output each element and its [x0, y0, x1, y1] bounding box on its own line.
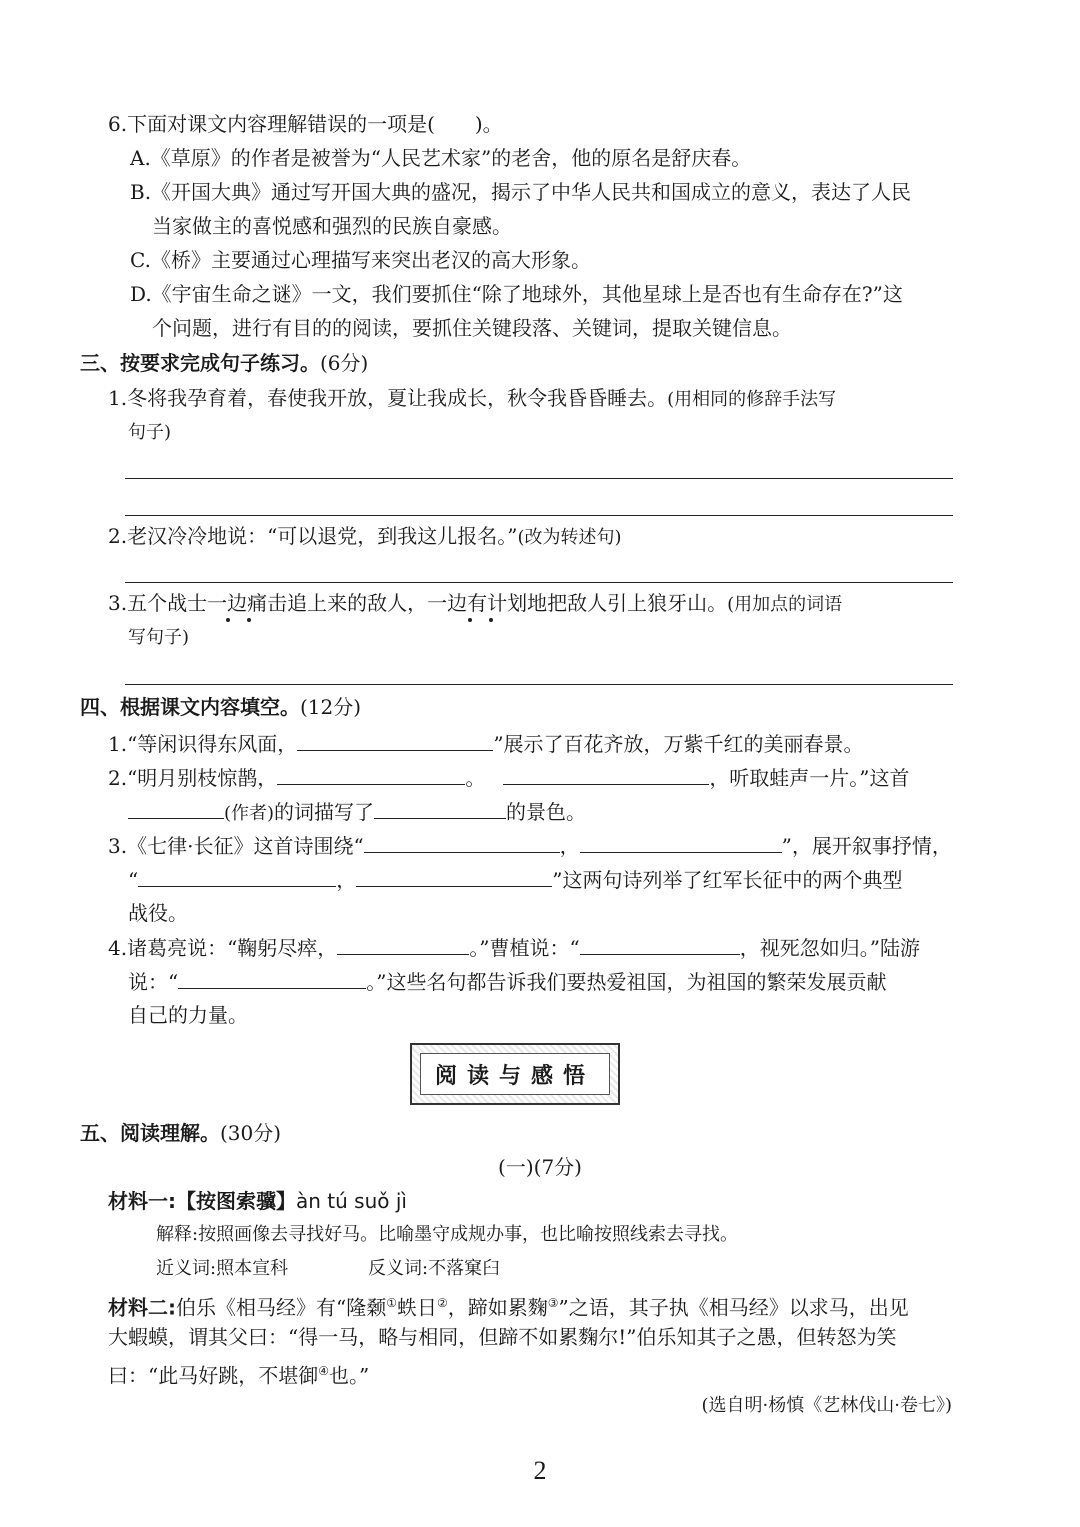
s4-q3-text-b: ，	[559, 834, 580, 858]
s4-q2-blank-1[interactable]	[277, 762, 465, 785]
s4-q1-text-a: 1.“等闲识得东风面，	[108, 732, 298, 756]
s3-q2-sentence: 2.老汉冷冷地说：“可以退党，到我这儿报名。”	[108, 524, 518, 548]
material-2-text: ”之语，其子执《相马经》以求马，出见	[558, 1295, 909, 1320]
s3-q1	[108, 383, 836, 415]
s4-q3-text-d: “	[128, 868, 139, 892]
s4-q2-text-b: 。	[465, 766, 486, 790]
section-5-title: 五、阅读理解。	[80, 1121, 220, 1145]
s4-q3-text-e: ，	[336, 868, 357, 892]
material-2-label: 材料二:	[108, 1295, 176, 1320]
material-2-line3	[108, 1356, 369, 1391]
s4-q3-line1	[108, 830, 952, 861]
s4-q3-text-f: ”这两句诗列举了红军长征中的两个典型	[552, 868, 903, 892]
section-5-score: (30分)	[220, 1121, 282, 1145]
s4-q2-text-f: 的景色。	[506, 800, 587, 824]
material-2-line1	[108, 1288, 909, 1323]
s4-q3-blank-4[interactable]	[356, 864, 552, 887]
section-4-title: 四、根据课文内容填空。	[80, 695, 300, 719]
s3-q1-instruction-end: 句子)	[128, 422, 172, 443]
material-1-antonym: 反义词:不落窠臼	[368, 1258, 501, 1279]
s4-q2-author-hint: (作者)	[224, 803, 275, 824]
s4-q4-line3: 自己的力量。	[128, 1003, 248, 1027]
source-citation: (选自明·杨慎《艺林伐山·卷七》)	[701, 1395, 952, 1416]
q6-stem: 6.下面对课文内容理解错误的一项是( )。	[108, 112, 503, 136]
section-5-heading	[80, 1118, 281, 1148]
s4-q2-line2	[128, 796, 586, 829]
material-1-label: 材料一:	[108, 1189, 176, 1213]
emphasis-dot	[226, 618, 230, 622]
s4-q2-text-c: ，听取蛙声一片。”这首	[709, 766, 910, 790]
material-1-synonym: 近义词:照本宣科	[156, 1258, 289, 1279]
material-2-text: 也。”	[329, 1363, 370, 1388]
page-number: 2	[533, 1456, 547, 1485]
s4-q2-text-e: 的词描写了	[274, 800, 375, 824]
material-2-text: 曰：“此马好跳，不堪御	[108, 1363, 319, 1388]
s3-q3	[108, 588, 842, 620]
s4-q3-blank-1[interactable]	[364, 830, 560, 853]
footnote-marker: ①	[386, 1296, 397, 1310]
emphasis-dot	[468, 618, 472, 622]
s3-q1-answer-line-1[interactable]	[125, 478, 953, 479]
s4-q1	[108, 728, 864, 759]
s4-q4-blank-2[interactable]	[580, 932, 740, 955]
s4-q4-text-e: 。”这些名句都告诉我们要热爱祖国，为祖国的繁荣发展贡献	[366, 970, 887, 994]
material-2-text: 蛈日	[397, 1295, 437, 1320]
section-4-heading	[80, 692, 361, 722]
material-2-text: 伯乐《相马经》有“隆颡	[176, 1295, 387, 1320]
material-1-explanation: 解释:按照画像去寻找好马。比喻墨守成规办事，也比喻按照线索去寻找。	[156, 1224, 739, 1245]
s4-q2-line1	[108, 762, 910, 793]
section-3-heading	[80, 348, 368, 378]
material-2-text: ，蹄如累麴	[447, 1295, 548, 1320]
section-4-score: (12分)	[300, 695, 362, 719]
section-3-title: 三、按要求完成句子练习。	[80, 351, 320, 375]
q6-option-a: A.《草原》的作者是被誉为“人民艺术家”的老舍，他的原名是舒庆春。	[130, 146, 752, 170]
q6-option-c: C.《桥》主要通过心理描写来突出老汉的高大形象。	[130, 248, 591, 272]
emphasis-dot	[489, 618, 493, 622]
s3-q2	[108, 521, 622, 553]
s3-q3-sentence: 3.五个战士一边痛击追上来的敌人，一边有计划地把敌人引上狼牙山。	[108, 591, 728, 615]
s4-q4-blank-3[interactable]	[178, 966, 366, 989]
s4-q3-text-a: 3.《七律·长征》这首诗围绕“	[108, 834, 364, 858]
s4-q3-line3: 战役。	[128, 901, 188, 925]
q6-option-d-line2: 个问题，进行有目的的阅读，要抓住关键段落、关键词，提取关键信息。	[152, 316, 792, 340]
s4-q4-text-a: 4.诸葛亮说：“鞠躬尽瘁，	[108, 936, 338, 960]
s3-q1-answer-line-2[interactable]	[125, 515, 953, 516]
s4-q3-blank-2[interactable]	[580, 830, 782, 853]
s4-q1-blank[interactable]	[297, 728, 493, 751]
material-2-line2: 大蝦蟆，谓其父曰：“得一马，略与相同，但蹄不如累麴尔!”伯乐知其子之愚，但转怒为笑	[108, 1325, 897, 1349]
q6-option-d-line1: D.《宇宙生命之谜》一文，我们要抓住“除了地球外，其他星球上是否也有生命存在?”这	[130, 282, 903, 306]
passage-1-heading: (一)(7分)	[498, 1155, 582, 1179]
s4-q4-line1	[108, 932, 920, 963]
s4-q3-blank-3[interactable]	[138, 864, 336, 887]
s4-q2-blank-author[interactable]	[128, 796, 224, 819]
s4-q4-text-b: 。”曹植说：“	[469, 936, 580, 960]
s4-q4-blank-1[interactable]	[337, 932, 469, 955]
s3-q1-sentence: 1.冬将我孕育着，春使我开放，夏让我成长，秋令我昏昏睡去。	[108, 386, 668, 410]
emphasis-dot	[247, 618, 251, 622]
q6-option-b-line1: B.《开国大典》通过写开国大典的盛况，揭示了中华人民共和国成立的意义，表达了人民	[130, 180, 912, 204]
s3-q2-answer-line[interactable]	[125, 582, 953, 583]
material-1-idiom: 【按图索骥】	[176, 1189, 296, 1213]
s4-q2-blank-2[interactable]	[503, 762, 709, 785]
footnote-marker: ④	[318, 1364, 329, 1378]
s4-q3-line2	[128, 864, 902, 895]
s4-q4-text-c: ，视死忽如归。”陆游	[739, 936, 920, 960]
s3-q3-instruction: (用加点的词语	[727, 594, 843, 615]
s4-q4-line2	[128, 966, 886, 997]
s4-q2-blank-scene[interactable]	[374, 796, 506, 819]
s4-q1-text-b: ”展示了百花齐放，万紫千红的美丽春景。	[493, 732, 864, 756]
footnote-marker: ③	[547, 1296, 559, 1310]
s3-q2-instruction: (改为转述句)	[517, 527, 622, 548]
s3-q3-answer-line[interactable]	[125, 684, 953, 685]
section-3-score: (6分)	[320, 351, 369, 375]
section-badge	[410, 1043, 620, 1105]
material-1-heading	[108, 1186, 407, 1216]
s4-q2-text-a: 2.“明月别枝惊鹊，	[108, 766, 278, 790]
footnote-marker: ②	[437, 1296, 448, 1310]
s3-q3-instruction-end: 写句子)	[128, 627, 190, 648]
q6-option-b-line2: 当家做主的喜悦感和强烈的民族自豪感。	[152, 214, 512, 238]
s4-q4-text-d: 说：“	[128, 970, 179, 994]
s3-q1-instruction: (用相同的修辞手法写	[667, 389, 837, 410]
section-badge-label: 阅读与感悟	[420, 1053, 610, 1095]
s4-q3-text-c: ”，展开叙事抒情，	[781, 834, 952, 858]
material-1-pinyin: àn tú suǒ jì	[296, 1189, 407, 1213]
